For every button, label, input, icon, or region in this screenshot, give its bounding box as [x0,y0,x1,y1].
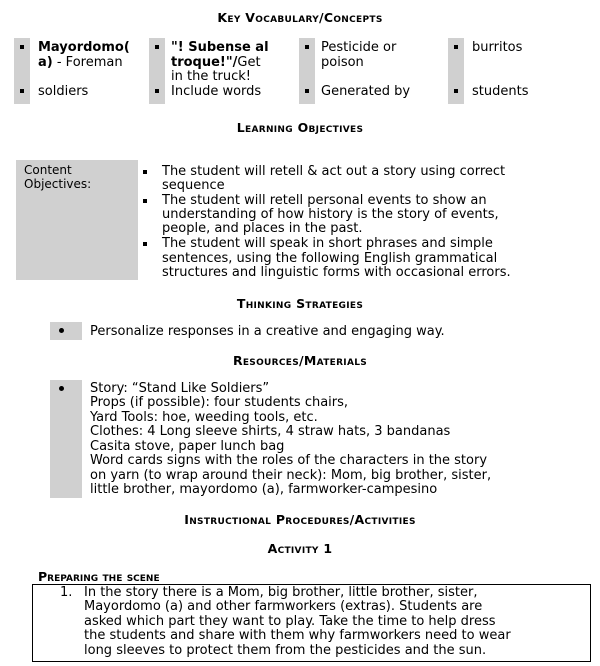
objectives-label-objectives: Objectives: [24,177,92,191]
objective-item-3-cont: sentences, using the following English grammatical [162,251,498,266]
vocab-bullet [454,45,458,49]
vocab-term-include-words: Include words [171,84,262,99]
resource-line: on yarn (to wrap around their neck): Mom, big brother, sister, [90,468,492,483]
vocab-bullet [305,45,309,49]
objective-item-2: The student will retell personal events to show an [162,193,487,208]
thinking-heading: Thinking Strategies [236,296,364,311]
objective-item-3-cont: structures and linguistic forms with occasional errors. [162,265,511,280]
vocab-term-subense: "! Subense al [171,40,269,55]
vocab-bullet [454,89,458,93]
vocab-bullet [155,89,159,93]
resource-line: Props (if possible): four students chairs, [90,395,349,410]
vocab-term-subense-line3: in the truck! [171,69,252,84]
vocab-term-mayordomo: Mayordomo( [38,40,130,55]
resource-line: Yard Tools: hoe, weeding tools, etc. [90,410,318,425]
preparing-heading: Preparing the scene [38,569,160,584]
objective-bullet [143,170,147,174]
procedures-heading: Instructional Procedures/Activities [184,512,416,527]
vocab-bullet [155,45,159,49]
objective-item-2-cont: people, and places in the past. [162,221,363,236]
thinking-bullet [59,328,64,333]
thinking-item: Personalize responses in a creative and engaging way. [90,324,445,339]
procedure-number: 1. [60,585,73,600]
vocab-term-pesticide: Pesticide or [321,40,397,55]
activity-heading: Activity 1 [267,541,333,556]
resource-line: Casita stove, paper lunch bag [90,439,285,454]
thinking-bullet-box [50,322,82,340]
vocab-term-students: students [472,84,529,99]
objective-bullet [143,242,147,246]
objective-bullet [143,199,147,203]
vocab-bullet [20,89,24,93]
vocab-term-soldiers: soldiers [38,84,89,99]
resource-line: Story: “Stand Like Soldiers” [90,381,270,396]
objectives-label-content: Content [24,163,72,177]
resource-line: Clothes: 4 Long sleeve shirts, 4 straw hats, 3 bandanas [90,424,451,439]
vocab-term-subense-line2: troque!"/Get [171,55,261,70]
resources-bullet-box [50,380,82,498]
procedure-line: long sleeves to protect them from the pesticides and the sun. [84,643,487,658]
vocab-heading: Key Vocabulary/Concepts [217,10,383,25]
resources-heading: Resources/Materials [232,353,368,368]
procedure-line: In the story there is a Mom, big brother, little brother, sister, [84,585,478,600]
procedure-line: asked which part they want to play. Take the time to help dress [84,614,496,629]
objectives-heading: Learning Objectives [236,120,364,135]
vocab-term-mayordomo-line2: a) - Foreman [38,55,123,70]
objective-item-1-cont: sequence [162,178,225,193]
resource-line: little brother, mayordomo (a), farmworker-campesino [90,482,438,497]
resources-bullet [59,386,64,391]
vocab-term-burritos: burritos [472,40,523,55]
vocab-term-pesticide-line2: poison [321,55,364,70]
objective-item-3: The student will speak in short phrases and simple [162,236,493,251]
vocab-term-generated: Generated by [321,84,411,99]
objective-item-2-cont: understanding of how history is the story of events, [162,207,499,222]
procedure-line: Mayordomo (a) and other farmworkers (extras). Students are [84,599,483,614]
vocab-bullet [305,89,309,93]
objective-item-1: The student will retell & act out a story using correct [162,164,506,179]
vocab-bullet [20,45,24,49]
procedure-line: the students and share with them why farmworkers need to wear [84,628,511,643]
resource-line: Word cards signs with the roles of the characters in the story [90,453,488,468]
